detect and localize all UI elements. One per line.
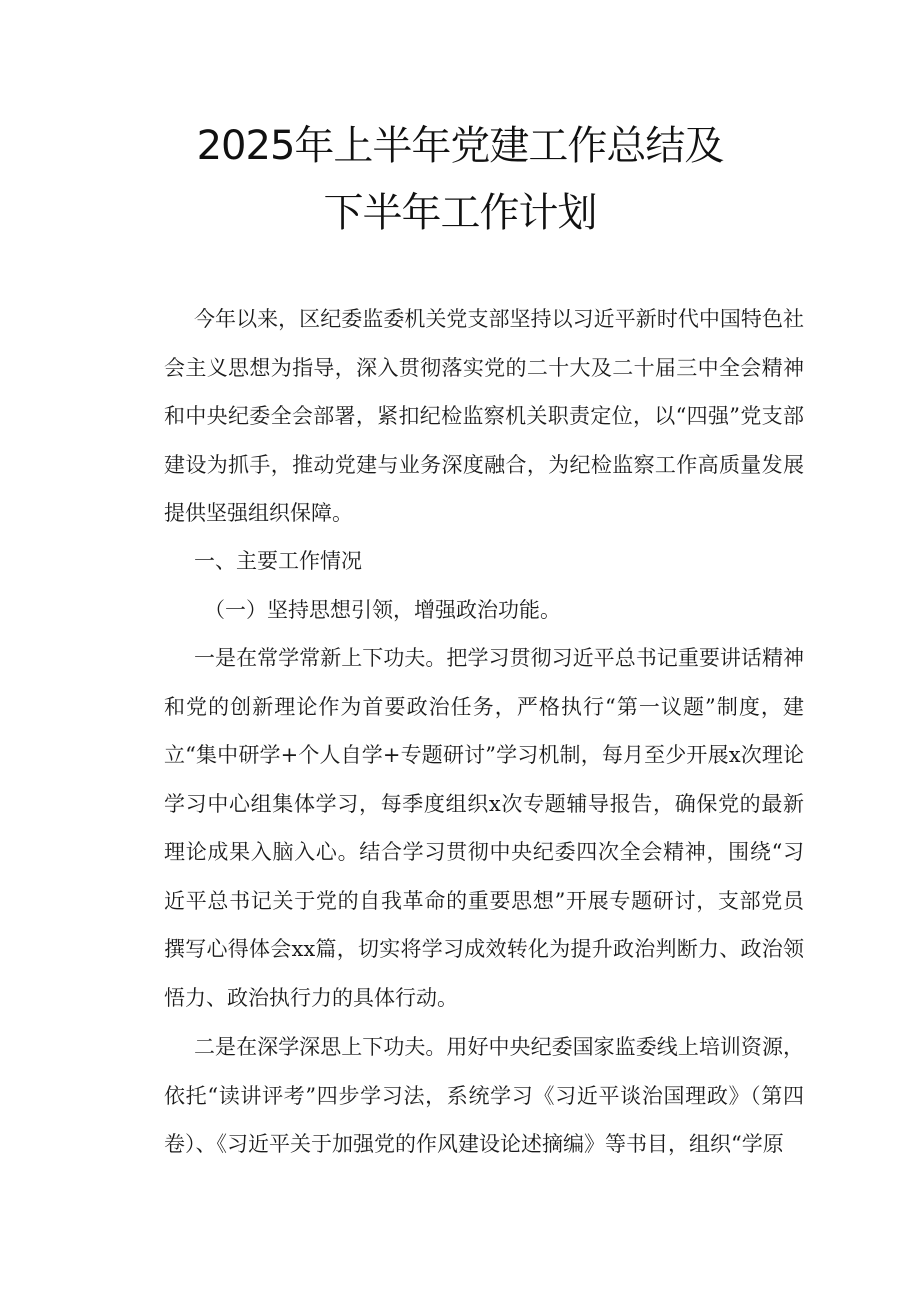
intro-paragraph: 今年以来，区纪委监委机关党支部坚持以习近平新时代中国特色社会主义思想为指导，深入贯彻落实党的二十大及二十届三中全会精神和中央纪委全会部署，紧扣纪检监察机关职责定位，以“四强”党支部建设为抓手，推动党建与业务深度融合，为纪检监察工作高质量发展提供坚强组织保障。 [164,307,804,525]
document-title-line-2: 下半年工作计划 [323,190,597,236]
subsection-heading: （一）坚持思想引领，增强政治功能。 [204,598,561,622]
section-heading: 一、主要工作情况 [194,549,362,573]
body-paragraph-1: 一是在常学常新上下功夫。把学习贯彻习近平总书记重要讲话精神和党的创新理论作为首要政治任务，严格执行“第一议题”制度，建立“集中研学+个人自学+专题研讨”学习机制，每月至少开展x次理论学习中心组集体学习，每季度组织x次专题辅导报告，确保党的最新理论成果入脑入心。结合学习贯彻中央纪委四次全会精神，围绕“习近平总书记关于党的自我革命的重要思想”开展专题研讨，支部党员撰写心得体会xx篇，切实将学习成效转化为提升政治判断力、政治领悟力、政治执行力的具体行动。 [164,646,804,1010]
body-paragraph-2: 二是在深学深思上下功夫。用好中央纪委国家监委线上培训资源，依托“读讲评考”四步学习法，系统学习《习近平谈治国理政》（第四卷）、《习近平关于加强党的作风建设论述摘编》等书目，组织“学原 [164,1035,804,1156]
document-title-line-1: 2025年上半年党建工作总结及 [196,123,724,169]
